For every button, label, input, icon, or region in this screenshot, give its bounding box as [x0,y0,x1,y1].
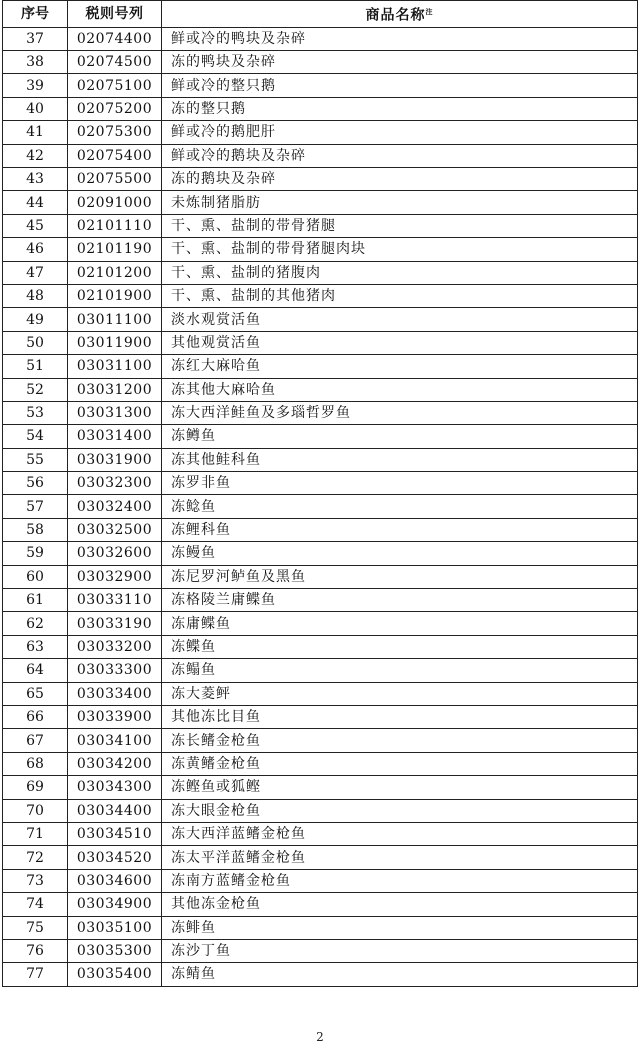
row-code-cell: 02075300 [68,121,162,144]
row-name-cell: 冻大西洋蓝鳍金枪鱼 [162,822,638,845]
row-seq-cell: 76 [3,939,68,962]
row-code-cell: 03032600 [68,542,162,565]
table-row [3,97,638,120]
table-row [3,799,638,822]
row-seq-cell: 41 [3,121,68,144]
header-code: 税则号列 [68,1,162,28]
table-row [3,612,638,635]
row-code-cell: 03031400 [68,425,162,448]
row-name-cell: 干、熏、盐制的其他猪肉 [162,284,638,307]
row-code-cell: 02091000 [68,191,162,214]
row-name-cell: 冻格陵兰庸鲽鱼 [162,589,638,612]
row-name-cell: 冻黄鳍金枪鱼 [162,752,638,775]
row-seq-cell: 70 [3,799,68,822]
row-code-cell: 03034200 [68,752,162,775]
row-name-cell: 其他冻比目鱼 [162,705,638,728]
row-seq-cell: 53 [3,401,68,424]
table-row [3,518,638,541]
row-seq-cell: 62 [3,612,68,635]
row-name-cell: 冻的鸭块及杂碎 [162,51,638,74]
row-code-cell: 03032400 [68,495,162,518]
row-seq-cell: 68 [3,752,68,775]
row-code-cell: 03033900 [68,705,162,728]
table-row [3,51,638,74]
row-code-cell: 03035300 [68,939,162,962]
table-row [3,542,638,565]
row-name-cell: 鲜或冷的鹅块及杂碎 [162,144,638,167]
row-code-cell: 03034510 [68,822,162,845]
row-name-cell: 冻沙丁鱼 [162,939,638,962]
row-name-cell: 冻鲱鱼 [162,916,638,939]
row-code-cell: 03031200 [68,378,162,401]
table-row [3,238,638,261]
row-code-cell: 02101110 [68,214,162,237]
row-seq-cell: 45 [3,214,68,237]
row-name-cell: 冻庸鲽鱼 [162,612,638,635]
row-code-cell: 03011900 [68,331,162,354]
row-seq-cell: 50 [3,331,68,354]
row-seq-cell: 75 [3,916,68,939]
row-seq-cell: 54 [3,425,68,448]
row-name-cell: 冻鳟鱼 [162,425,638,448]
table-row [3,495,638,518]
row-name-cell: 鲜或冷的整只鹅 [162,74,638,97]
row-name-cell: 冻的整只鹅 [162,97,638,120]
row-name-cell: 冻尼罗河鲈鱼及黑鱼 [162,565,638,588]
row-code-cell: 03034100 [68,729,162,752]
table-row [3,331,638,354]
table-row [3,846,638,869]
row-name-cell: 冻的鹅块及杂碎 [162,168,638,191]
row-code-cell: 03032900 [68,565,162,588]
row-name-cell: 干、熏、盐制的带骨猪腿肉块 [162,238,638,261]
row-seq-cell: 55 [3,448,68,471]
row-name-cell: 冻其他大麻哈鱼 [162,378,638,401]
row-name-cell: 干、熏、盐制的猪腹肉 [162,261,638,284]
row-code-cell: 03033110 [68,589,162,612]
table-row [3,74,638,97]
row-name-cell: 冻鲣鱼或狐鲣 [162,776,638,799]
table-header [3,1,638,28]
table-row [3,939,638,962]
row-seq-cell: 77 [3,963,68,986]
row-seq-cell: 72 [3,846,68,869]
table-row [3,214,638,237]
row-seq-cell: 52 [3,378,68,401]
table-row [3,869,638,892]
row-code-cell: 03031100 [68,355,162,378]
row-seq-cell: 56 [3,472,68,495]
table-row [3,261,638,284]
row-code-cell: 02101900 [68,284,162,307]
row-name-cell: 冻大西洋鲑鱼及多瑙哲罗鱼 [162,401,638,424]
row-name-cell: 其他冻金枪鱼 [162,893,638,916]
row-seq-cell: 44 [3,191,68,214]
row-seq-cell: 69 [3,776,68,799]
table-row [3,589,638,612]
table-row [3,776,638,799]
row-code-cell: 02074400 [68,27,162,50]
row-code-cell: 02101200 [68,261,162,284]
row-name-cell: 冻南方蓝鳍金枪鱼 [162,869,638,892]
table-row [3,121,638,144]
table-row [3,963,638,986]
row-name-cell: 冻红大麻哈鱼 [162,355,638,378]
table-row [3,659,638,682]
table-row [3,729,638,752]
row-name-cell: 冻长鳍金枪鱼 [162,729,638,752]
table-row [3,893,638,916]
row-code-cell: 02074500 [68,51,162,74]
row-seq-cell: 73 [3,869,68,892]
row-seq-cell: 47 [3,261,68,284]
row-seq-cell: 40 [3,97,68,120]
row-code-cell: 03033400 [68,682,162,705]
row-code-cell: 03034520 [68,846,162,869]
header-name-note: 注 [425,8,434,16]
tariff-table [2,0,638,987]
row-code-cell: 03032300 [68,472,162,495]
row-name-cell: 冻鲭鱼 [162,963,638,986]
header-name-label: 商品名称 [365,7,426,24]
table-row [3,916,638,939]
row-seq-cell: 48 [3,284,68,307]
row-name-cell: 其他观赏活鱼 [162,331,638,354]
row-code-cell: 03034400 [68,799,162,822]
row-name-cell: 冻大菱鲆 [162,682,638,705]
row-name-cell: 鲜或冷的鸭块及杂碎 [162,27,638,50]
row-seq-cell: 74 [3,893,68,916]
row-code-cell: 02075100 [68,74,162,97]
row-seq-cell: 43 [3,168,68,191]
row-seq-cell: 64 [3,659,68,682]
row-name-cell: 冻鳎鱼 [162,659,638,682]
row-code-cell: 03035100 [68,916,162,939]
row-name-cell: 冻鲽鱼 [162,635,638,658]
table-row [3,308,638,331]
table-row [3,425,638,448]
table-row [3,27,638,50]
row-name-cell: 冻其他鲑科鱼 [162,448,638,471]
table-row [3,682,638,705]
row-name-cell: 冻鲤科鱼 [162,518,638,541]
table-row [3,168,638,191]
row-seq-cell: 71 [3,822,68,845]
table-row [3,284,638,307]
row-code-cell: 03034600 [68,869,162,892]
table-row [3,472,638,495]
row-name-cell: 淡水观赏活鱼 [162,308,638,331]
row-seq-cell: 46 [3,238,68,261]
row-code-cell: 02101190 [68,238,162,261]
row-code-cell: 03034900 [68,893,162,916]
row-seq-cell: 66 [3,705,68,728]
page-number: 2 [316,1030,324,1044]
row-seq-cell: 67 [3,729,68,752]
table-row [3,752,638,775]
table-row [3,635,638,658]
table-row [3,705,638,728]
row-code-cell: 03034300 [68,776,162,799]
row-seq-cell: 63 [3,635,68,658]
row-code-cell: 03033300 [68,659,162,682]
row-code-cell: 03032500 [68,518,162,541]
row-name-cell: 鲜或冷的鹅肥肝 [162,121,638,144]
row-code-cell: 03033200 [68,635,162,658]
table-row [3,378,638,401]
row-name-cell: 冻鲶鱼 [162,495,638,518]
row-seq-cell: 65 [3,682,68,705]
row-name-cell: 冻罗非鱼 [162,472,638,495]
row-code-cell: 03031300 [68,401,162,424]
row-seq-cell: 59 [3,542,68,565]
row-seq-cell: 51 [3,355,68,378]
table-row [3,565,638,588]
row-code-cell: 03033190 [68,612,162,635]
table-row [3,401,638,424]
table-row [3,191,638,214]
row-seq-cell: 60 [3,565,68,588]
header-seq: 序号 [3,1,68,28]
row-seq-cell: 57 [3,495,68,518]
row-name-cell: 冻太平洋蓝鳍金枪鱼 [162,846,638,869]
table-row [3,144,638,167]
row-name-cell: 冻大眼金枪鱼 [162,799,638,822]
row-code-cell: 02075400 [68,144,162,167]
row-seq-cell: 42 [3,144,68,167]
row-name-cell: 干、熏、盐制的带骨猪腿 [162,214,638,237]
row-code-cell: 02075500 [68,168,162,191]
row-seq-cell: 37 [3,27,68,50]
row-seq-cell: 58 [3,518,68,541]
header-row [3,1,638,28]
row-seq-cell: 49 [3,308,68,331]
row-code-cell: 02075200 [68,97,162,120]
row-code-cell: 03035400 [68,963,162,986]
row-seq-cell: 38 [3,51,68,74]
row-seq-cell: 39 [3,74,68,97]
table-row [3,448,638,471]
header-name [162,1,638,28]
row-code-cell: 03011100 [68,308,162,331]
table-row [3,355,638,378]
row-code-cell: 03031900 [68,448,162,471]
table-row [3,822,638,845]
row-seq-cell: 61 [3,589,68,612]
table-body [3,27,638,986]
row-name-cell: 冻鳗鱼 [162,542,638,565]
row-name-cell: 未炼制猪脂肪 [162,191,638,214]
